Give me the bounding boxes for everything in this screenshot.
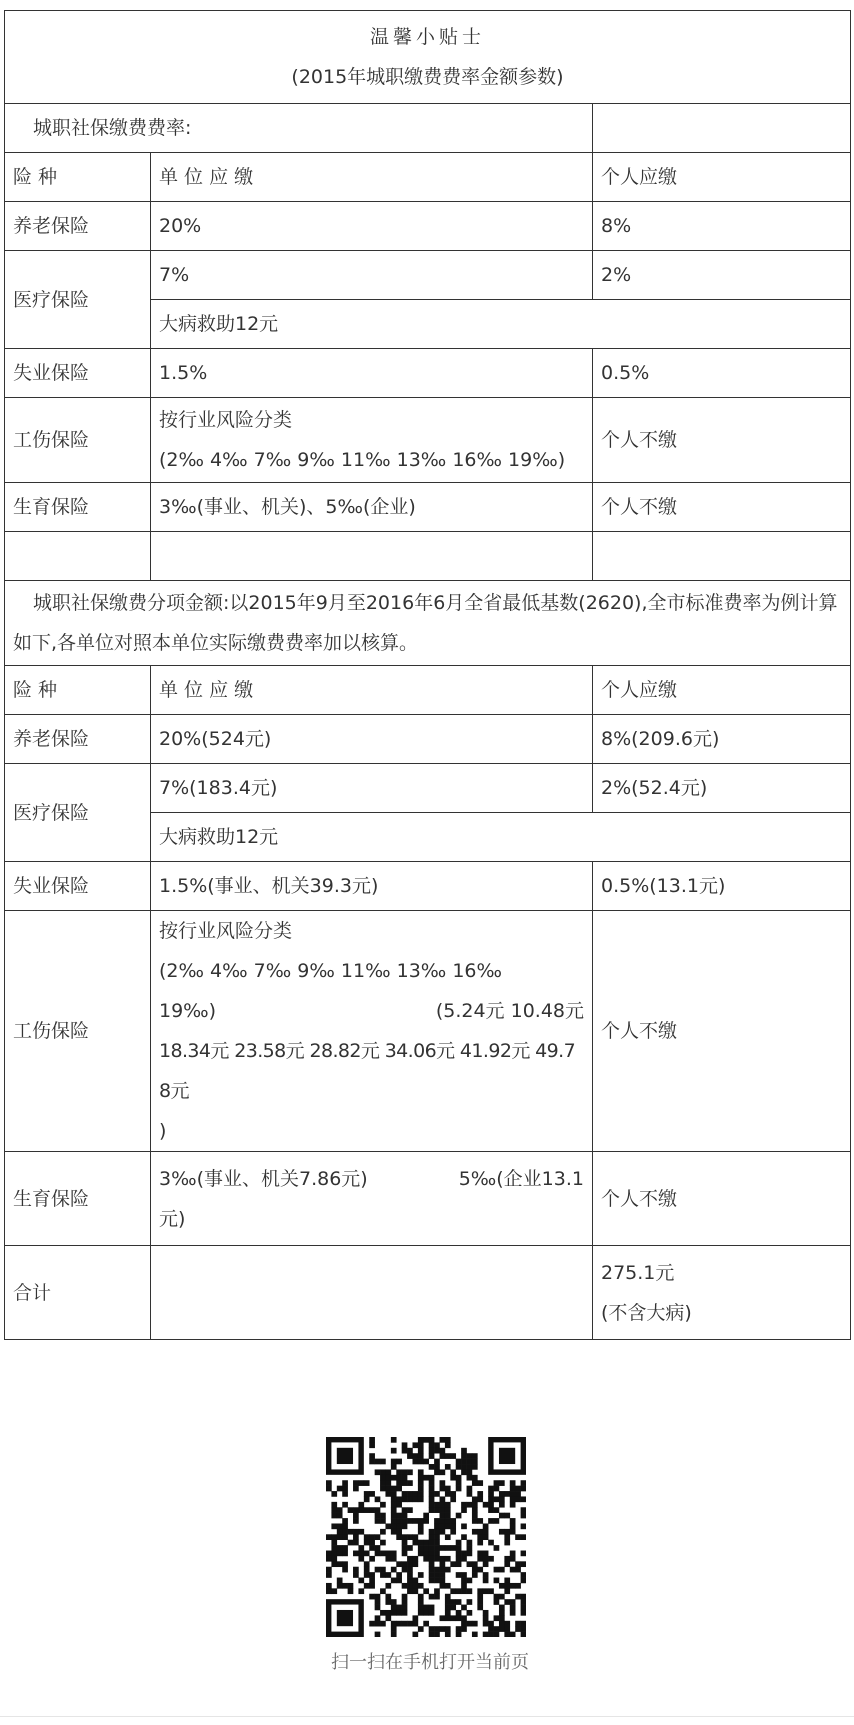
insurance-name: 生育保险 [5, 1152, 151, 1246]
header-unit: 单 位 应 缴 [151, 153, 593, 202]
rates-intro: 城职社保缴费费率: [5, 104, 593, 153]
unit-amount: 按行业风险分类 (2‰ 4‰ 7‰ 9‰ 11‰ 13‰ 16‰ 19‰) (5.24元 10.48元 18.34元 23.58元 28.82元 34.06元 41.92元 49.78元 ) [151, 911, 593, 1152]
medical-extra: 大病救助12元 [151, 300, 851, 349]
header-personal: 个人应缴 [593, 153, 851, 202]
insurance-name: 医疗保险 [5, 764, 151, 862]
table-row [5, 483, 851, 532]
unit-rate: 7% [151, 251, 593, 300]
unit-rate: 3‰(事业、机关)、5‰(企业) [151, 483, 593, 532]
table-row [5, 911, 851, 1152]
table-row [5, 202, 851, 251]
notice-title: 温馨小贴士 [370, 26, 486, 48]
table-row [5, 1152, 851, 1246]
personal-amount: 0.5%(13.1元) [593, 862, 851, 911]
insurance-name: 工伤保险 [5, 398, 151, 483]
table-row [5, 715, 851, 764]
empty-row [5, 532, 851, 581]
header-personal: 个人应缴 [593, 666, 851, 715]
unit-amount: 3‰(事业、机关7.86元) 5‰(企业13.1 元) [151, 1152, 593, 1246]
header-type: 险 种 [5, 153, 151, 202]
personal-amount: 个人不缴 [593, 911, 851, 1152]
title-cell [5, 11, 851, 104]
unit-amount: 20%(524元) [151, 715, 593, 764]
personal-rate: 2% [593, 251, 851, 300]
personal-amount: 个人不缴 [593, 1152, 851, 1246]
table-row [5, 1246, 851, 1340]
unit-rate: 1.5% [151, 349, 593, 398]
unit-amount: 7%(183.4元) [151, 764, 593, 813]
amounts-intro: 城职社保缴费分项金额:以2015年9月至2016年6月全省最低基数(2620),全市标准费率为例计算如下,各单位对照本单位实际缴费费率加以核算。 [5, 581, 851, 666]
table-row [5, 666, 851, 715]
table-row [5, 251, 851, 300]
personal-rate: 个人不缴 [593, 398, 851, 483]
header-unit: 单 位 应 缴 [151, 666, 593, 715]
table-row [5, 764, 851, 813]
document-body [4, 10, 850, 1340]
header-type: 险 种 [5, 666, 151, 715]
total-label: 合计 [5, 1246, 151, 1340]
personal-rate: 0.5% [593, 349, 851, 398]
table-row [5, 349, 851, 398]
personal-amount: 8%(209.6元) [593, 715, 851, 764]
personal-amount: 2%(52.4元) [593, 764, 851, 813]
empty-cell [593, 104, 851, 153]
medical-extra: 大病救助12元 [151, 813, 851, 862]
insurance-name: 生育保险 [5, 483, 151, 532]
insurance-name: 养老保险 [5, 202, 151, 251]
divider [0, 1716, 854, 1717]
insurance-name: 养老保险 [5, 715, 151, 764]
table-row [5, 398, 851, 483]
insurance-name: 工伤保险 [5, 911, 151, 1152]
qr-caption: 扫一扫在手机打开当前页 [331, 1652, 529, 1673]
unit-amount: 1.5%(事业、机关39.3元) [151, 862, 593, 911]
insurance-name: 失业保险 [5, 349, 151, 398]
table-row [5, 862, 851, 911]
personal-rate: 8% [593, 202, 851, 251]
insurance-table [4, 10, 851, 1340]
insurance-name: 医疗保险 [5, 251, 151, 349]
qr-code-icon [326, 1437, 526, 1637]
total-personal: 275.1元 (不含大病) [593, 1246, 851, 1340]
notice-subtitle: (2015年城职缴费费率金额参数) [291, 66, 564, 88]
unit-rate: 20% [151, 202, 593, 251]
table-row [5, 153, 851, 202]
total-unit [151, 1246, 593, 1340]
insurance-name: 失业保险 [5, 862, 151, 911]
personal-rate: 个人不缴 [593, 483, 851, 532]
unit-rate: 按行业风险分类 (2‰ 4‰ 7‰ 9‰ 11‰ 13‰ 16‰ 19‰) [151, 398, 593, 483]
